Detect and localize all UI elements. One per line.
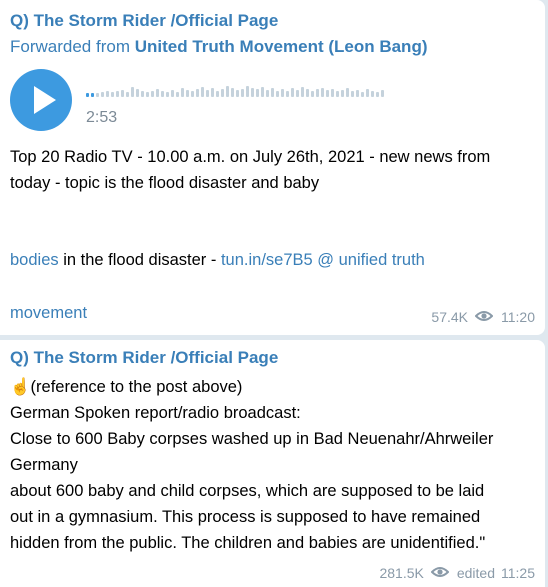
message-text-line: about 600 baby and child corpses, which are supposed to be laid (10, 482, 485, 500)
link-bodies[interactable]: bodies (10, 251, 59, 269)
message-time: 11:20 (501, 309, 535, 325)
message-text-line: German Spoken report/radio broadcast: (10, 404, 301, 422)
message-text-line (10, 300, 87, 326)
message-text-line: Germany (10, 456, 78, 474)
link-mention[interactable]: @ unified truth (312, 251, 425, 269)
message-text-line: today - topic is the flood disaster and baby (10, 174, 320, 192)
forwarded-source[interactable]: United Truth Movement (Leon Bang) (134, 37, 428, 56)
message-bubble-text[interactable] (0, 340, 545, 587)
link-url[interactable]: tun.in/se7B5 (220, 251, 313, 269)
play-icon (10, 69, 72, 131)
eye-icon (475, 309, 493, 325)
link-movement[interactable]: movement (10, 304, 88, 322)
view-count: 57.4K (431, 309, 468, 325)
forwarded-prefix: Forwarded from (10, 37, 130, 56)
edited-label: edited (456, 565, 495, 581)
message-text-line: out in a gymnasium. This process is supposed to have remained (10, 508, 481, 526)
sender-name[interactable]: Q) The Storm Rider /Official Page (10, 348, 279, 367)
audio-duration: 2:53 (86, 109, 118, 126)
audio-play-button[interactable] (10, 69, 72, 131)
sender-name[interactable]: Q) The Storm Rider /Official Page (10, 11, 279, 30)
message-meta (379, 565, 535, 581)
message-text-line (10, 374, 242, 400)
audio-waveform[interactable] (86, 79, 386, 103)
pointing-up-hand-emoji: ☝️ (10, 378, 31, 396)
message-text-line: Top 20 Radio TV - 10.00 a.m. on July 26th, 2021 - new news from (10, 148, 491, 166)
message-meta (431, 309, 535, 325)
eye-icon (431, 565, 449, 581)
message-text-line (10, 247, 425, 273)
message-text-fragment: in the flood disaster - (58, 251, 221, 269)
view-count: 281.5K (379, 565, 424, 581)
message-text-fragment: (reference to the post above) (30, 378, 243, 396)
message-text-line: hidden from the public. The children and babies are unidentified." (10, 534, 486, 552)
message-text-line: Close to 600 Baby corpses washed up in Bad Neuenahr/Ahrweiler (10, 430, 494, 448)
message-time: 11:25 (501, 565, 535, 581)
forwarded-header[interactable] (10, 37, 428, 57)
